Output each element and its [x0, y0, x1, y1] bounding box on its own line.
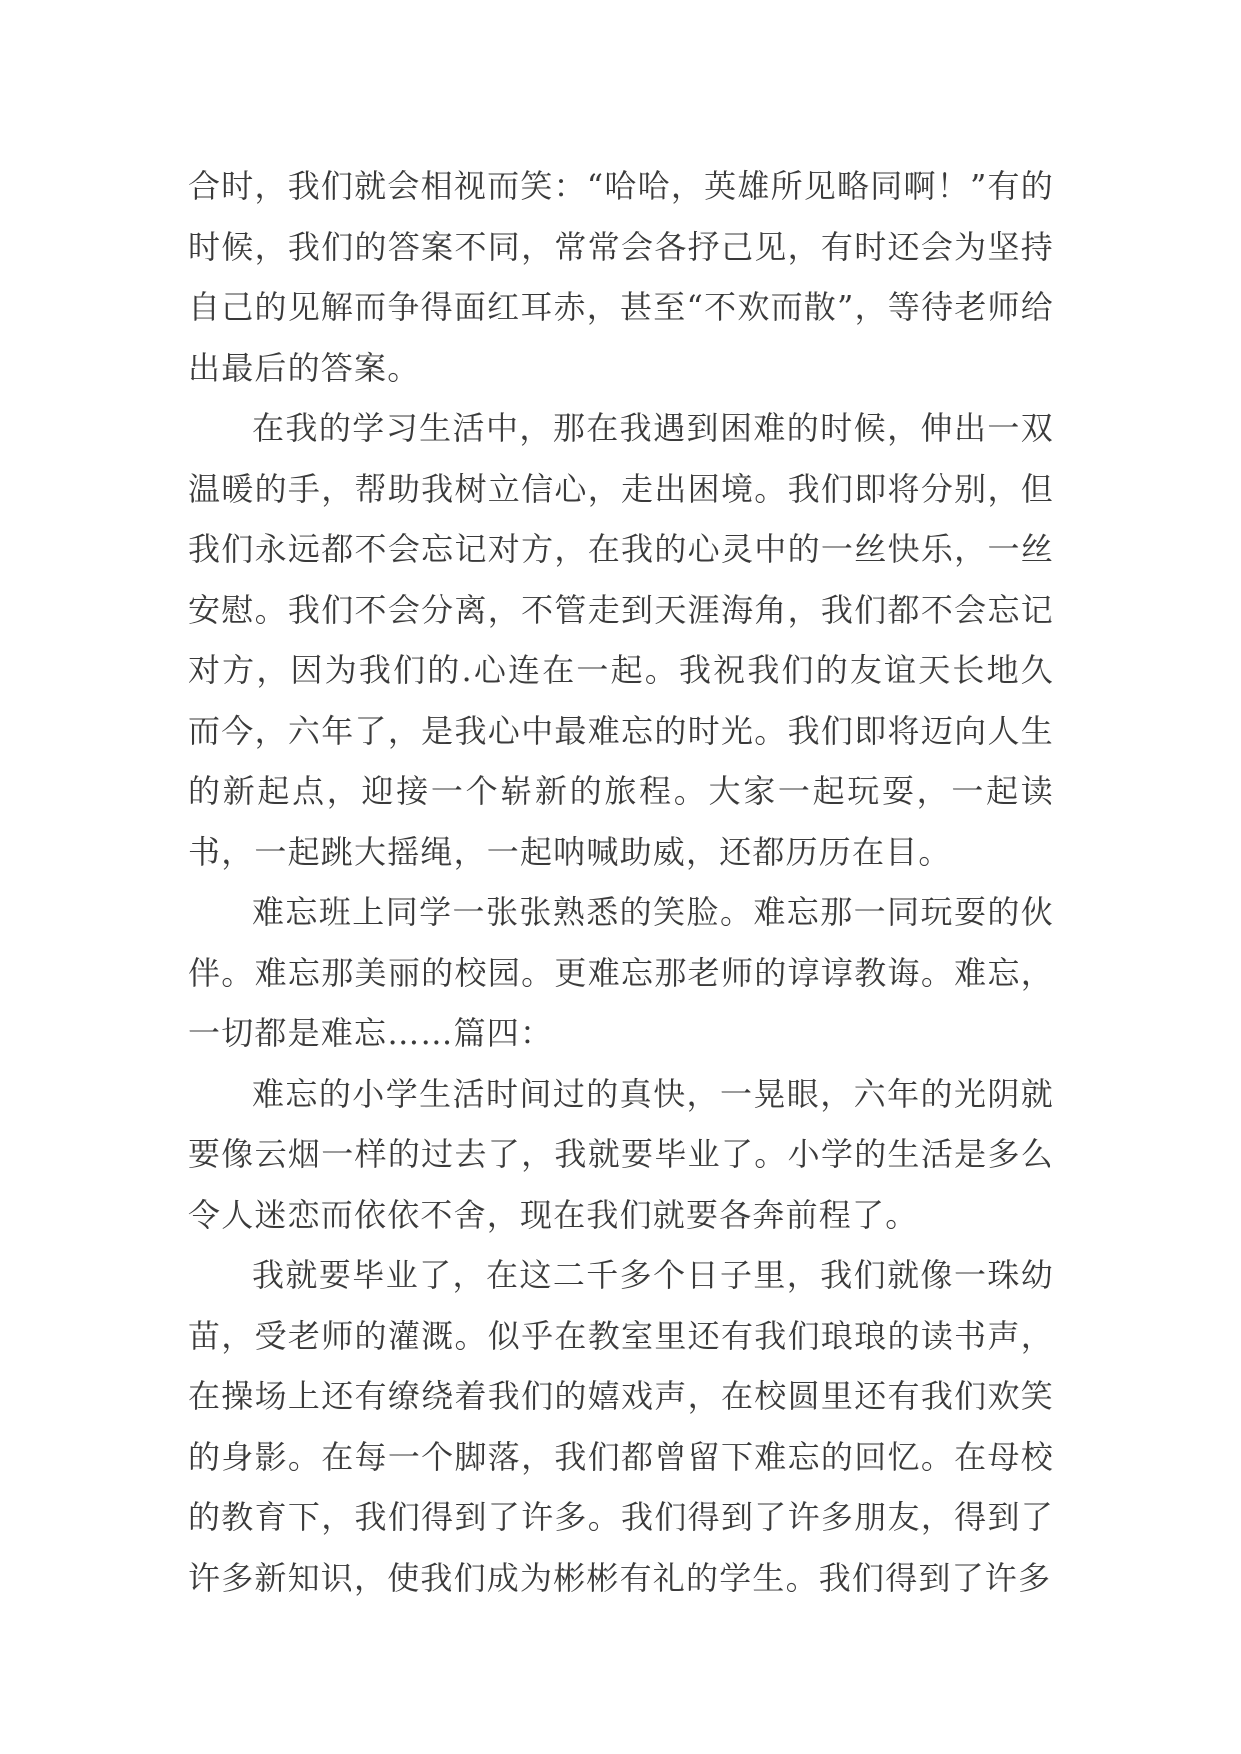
- paragraph-1: 合时，我们就会相视而笑：“哈哈，英雄所见略同啊！”有的时候，我们的答案不同，常常会各抒己见，有时还会为坚持自己的见解而争得面红耳赤，甚至“不欢而散”，等待老师给出最后的答案。: [188, 167, 1054, 387]
- paragraph-5: 我就要毕业了，在这二千多个日子里，我们就像一珠幼苗，受老师的灌溉。似乎在教室里还有我们琅琅的读书声，在操场上还有缭绕着我们的嬉戏声，在校圆里还有我们欢笑的身影。在每一个脚落，我们都曾留下难忘的回忆。在母校的教育下，我们得到了许多。我们得到了许多朋友，得到了许多新知识，使我们成为彬彬有礼的学生。我们得到了许多: [188, 1256, 1054, 1597]
- document-body: [188, 156, 1054, 1608]
- paragraph-2: 在我的学习生活中，那在我遇到困难的时候，伸出一双温暖的手，帮助我树立信心，走出困境。我们即将分别，但我们永远都不会忘记对方，在我的心灵中的一丝快乐，一丝安慰。我们不会分离，不管走到天涯海角，我们都不会忘记对方，因为我们的.心连在一起。我祝我们的友谊天长地久而今，六年了，是我心中最难忘的时光。我们即将迈向人生的新起点，迎接一个崭新的旅程。大家一起玩耍，一起读书，一起跳大摇绳，一起呐喊助威，还都历历在目。: [188, 409, 1054, 871]
- paragraph-4: 难忘的小学生活时间过的真快，一晃眼，六年的光阴就要像云烟一样的过去了，我就要毕业了。小学的生活是多么令人迷恋而依依不舍，现在我们就要各奔前程了。: [188, 1074, 1054, 1234]
- paragraph-3: 难忘班上同学一张张熟悉的笑脸。难忘那一同玩耍的伙伴。难忘那美丽的校园。更难忘那老师的谆谆教诲。难忘，一切都是难忘……篇四：: [188, 893, 1054, 1052]
